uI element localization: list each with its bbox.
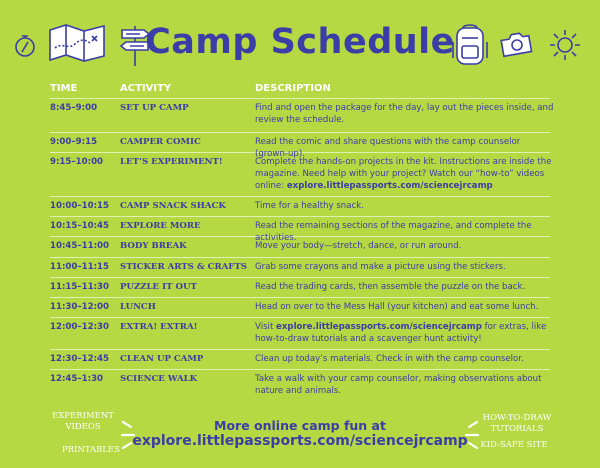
footer-url[interactable]: explore.littlepassports.com/sciencejrcamp: [132, 433, 468, 449]
row-time: 10:00–10:15: [50, 201, 110, 211]
row-description: Complete the hands-on projects in the kit. Instructions are inside the magazine. Need help with your project? Watch our “how-to” videos online: explore.littlepassports.com/sciencejrcamp: [255, 157, 552, 191]
row-activity: EXTRA! EXTRA!: [120, 322, 198, 332]
row-activity: EXPLORE MORE: [120, 221, 201, 231]
row-time: 10:45–11:00: [50, 241, 110, 251]
row-description: Visit explore.littlepassports.com/sciencejrcamp for extras, like how-to-draw tutorials and a scavenger hunt activity!: [255, 322, 547, 344]
row-description: Read the comic and share questions with the camp counselor (grown-up).: [255, 137, 521, 159]
row-activity: CAMPER COMIC: [120, 137, 201, 147]
row-activity: LET’S EXPERIMENT!: [120, 157, 223, 167]
row-time: 12:00–12:30: [50, 322, 110, 332]
footer-line-1: More online camp fun at: [214, 418, 386, 433]
row-description: Read the trading cards, then assemble the puzzle on the back.: [255, 282, 526, 292]
row-description: Time for a healthy snack.: [255, 201, 364, 211]
row-activity: PUZZLE IT OUT: [120, 282, 197, 292]
page-title: Camp Schedule: [145, 22, 455, 62]
row-description: Move your body—stretch, dance, or run around.: [255, 241, 462, 251]
row-time: 10:15–10:45: [50, 221, 110, 231]
row-activity: LUNCH: [120, 302, 156, 312]
row-time: 11:15–11:30: [50, 282, 110, 292]
row-description: Find and open the package for the day, lay out the pieces inside, and review the schedule.: [255, 103, 554, 125]
label-how-to-draw-tutorials: HOW-TO-DRAW TUTORIALS: [482, 413, 552, 434]
row-divider: [50, 349, 550, 350]
row-activity: STICKER ARTS & CRAFTS: [120, 262, 247, 272]
header-activity: ACTIVITY: [120, 83, 172, 94]
row-divider: [50, 98, 550, 99]
row-divider: [50, 277, 550, 278]
row-time: 9:15–10:00: [50, 157, 104, 167]
explore-link[interactable]: explore.littlepassports.com/sciencejrcamp: [276, 322, 482, 332]
row-activity: CLEAN UP CAMP: [120, 354, 204, 364]
row-time: 8:45–9:00: [50, 103, 98, 113]
explore-link[interactable]: explore.littlepassports.com/sciencejrcamp: [286, 180, 493, 191]
row-activity: CAMP SNACK SHACK: [120, 201, 226, 211]
row-divider: [50, 132, 550, 133]
row-activity: SET UP CAMP: [120, 103, 189, 113]
row-description: Grab some crayons and make a picture using the stickers.: [255, 262, 506, 272]
label-printables: PRINTABLES: [61, 445, 121, 455]
sparkle-left-icon: [120, 418, 138, 452]
sparkle-right-icon: [462, 418, 480, 452]
header-time: TIME: [50, 83, 78, 94]
row-divider: [50, 297, 550, 298]
row-description: Take a walk with your camp counselor, making observations about nature and animals.: [255, 374, 542, 396]
row-time: 12:30–12:45: [50, 354, 110, 364]
row-time: 11:00–11:15: [50, 262, 110, 272]
header-description: DESCRIPTION: [255, 83, 331, 94]
row-description: Read the remaining sections of the magazine, and complete the activities.: [255, 221, 532, 243]
row-time: 9:00–9:15: [50, 137, 98, 147]
row-divider: [50, 317, 550, 318]
label-kid-safe-site: KID-SAFE SITE: [480, 440, 548, 450]
row-description: Clean up today’s materials. Check in with the camp counselor.: [255, 354, 524, 364]
label-experiment-videos: EXPERIMENT VIDEOS: [52, 411, 114, 432]
row-divider: [50, 216, 550, 217]
row-divider: [50, 257, 550, 258]
row-divider: [50, 369, 550, 370]
row-activity: BODY BREAK: [120, 241, 187, 251]
row-description: Head on over to the Mess Hall (your kitchen) and eat some lunch.: [255, 302, 539, 312]
row-time: 12:45–1:30: [50, 374, 104, 384]
row-activity: SCIENCE WALK: [120, 374, 198, 384]
row-divider: [50, 196, 550, 197]
row-time: 11:30–12:00: [50, 302, 110, 312]
